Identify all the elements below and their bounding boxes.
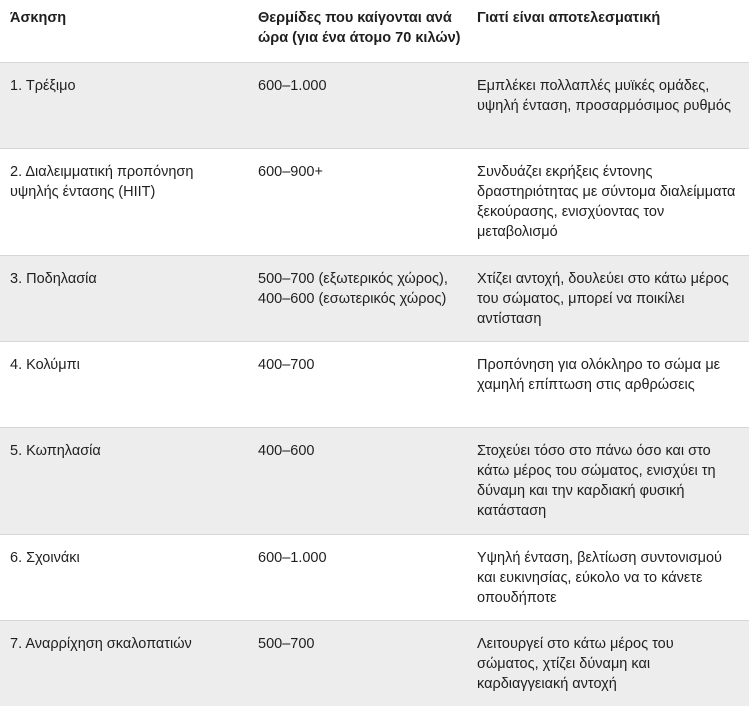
header-why: Γιατί είναι αποτελεσματική xyxy=(472,0,749,62)
exercise-cell: 5. Κωπηλασία xyxy=(0,427,248,534)
exercise-cell: 4. Κολύμπι xyxy=(0,341,248,427)
why-cell: Συνδυάζει εκρήξεις έντονης δραστηριότητας με σύντομα διαλείμματα ξεκούρασης, ενισχύοντας τον μεταβολισμό xyxy=(472,148,749,255)
header-calories: Θερμίδες που καίγονται ανά ώρα (για ένα άτομο 70 κιλών) xyxy=(248,0,472,62)
calories-cell: 400–600 xyxy=(248,427,472,534)
calories-cell: 400–700 xyxy=(248,341,472,427)
table-body xyxy=(0,62,749,706)
why-cell: Στοχεύει τόσο στο πάνω όσο και στο κάτω μέρος του σώματος, ενισχύει τη δύναμη και την καρδιακή φυσική κατάσταση xyxy=(472,427,749,534)
table-header xyxy=(0,0,749,62)
table-row xyxy=(0,148,749,255)
exercise-cell: 6. Σχοινάκι xyxy=(0,534,248,620)
table-row xyxy=(0,255,749,341)
table-row xyxy=(0,341,749,427)
why-cell: Προπόνηση για ολόκληρο το σώμα με χαμηλή επίπτωση στις αρθρώσεις xyxy=(472,341,749,427)
table-row xyxy=(0,620,749,706)
why-cell: Εμπλέκει πολλαπλές μυϊκές ομάδες, υψηλή ένταση, προσαρμόσιμος ρυθμός xyxy=(472,62,749,148)
why-cell: Χτίζει αντοχή, δουλεύει στο κάτω μέρος του σώματος, μπορεί να ποικίλει αντίσταση xyxy=(472,255,749,341)
table-row xyxy=(0,62,749,148)
exercise-cell: 7. Αναρρίχηση σκαλοπατιών xyxy=(0,620,248,706)
exercise-cell: 3. Ποδηλασία xyxy=(0,255,248,341)
table-row xyxy=(0,534,749,620)
calories-cell: 600–900+ xyxy=(248,148,472,255)
exercise-cell: 1. Τρέξιμο xyxy=(0,62,248,148)
why-cell: Λειτουργεί στο κάτω μέρος του σώματος, χτίζει δύναμη και καρδιαγγειακή αντοχή xyxy=(472,620,749,706)
calories-cell: 500–700 xyxy=(248,620,472,706)
header-exercise: Άσκηση xyxy=(0,0,248,62)
calories-cell: 600–1.000 xyxy=(248,534,472,620)
table-row xyxy=(0,427,749,534)
calories-cell: 600–1.000 xyxy=(248,62,472,148)
why-cell: Υψηλή ένταση, βελτίωση συντονισμού και ευκινησίας, εύκολο να το κάνετε οπουδήποτε xyxy=(472,534,749,620)
header-row xyxy=(0,0,749,62)
exercise-cell: 2. Διαλειμματική προπόνηση υψηλής έντασης (HIIT) xyxy=(0,148,248,255)
calories-cell: 500–700 (εξωτερικός χώρος), 400–600 (εσωτερικός χώρος) xyxy=(248,255,472,341)
